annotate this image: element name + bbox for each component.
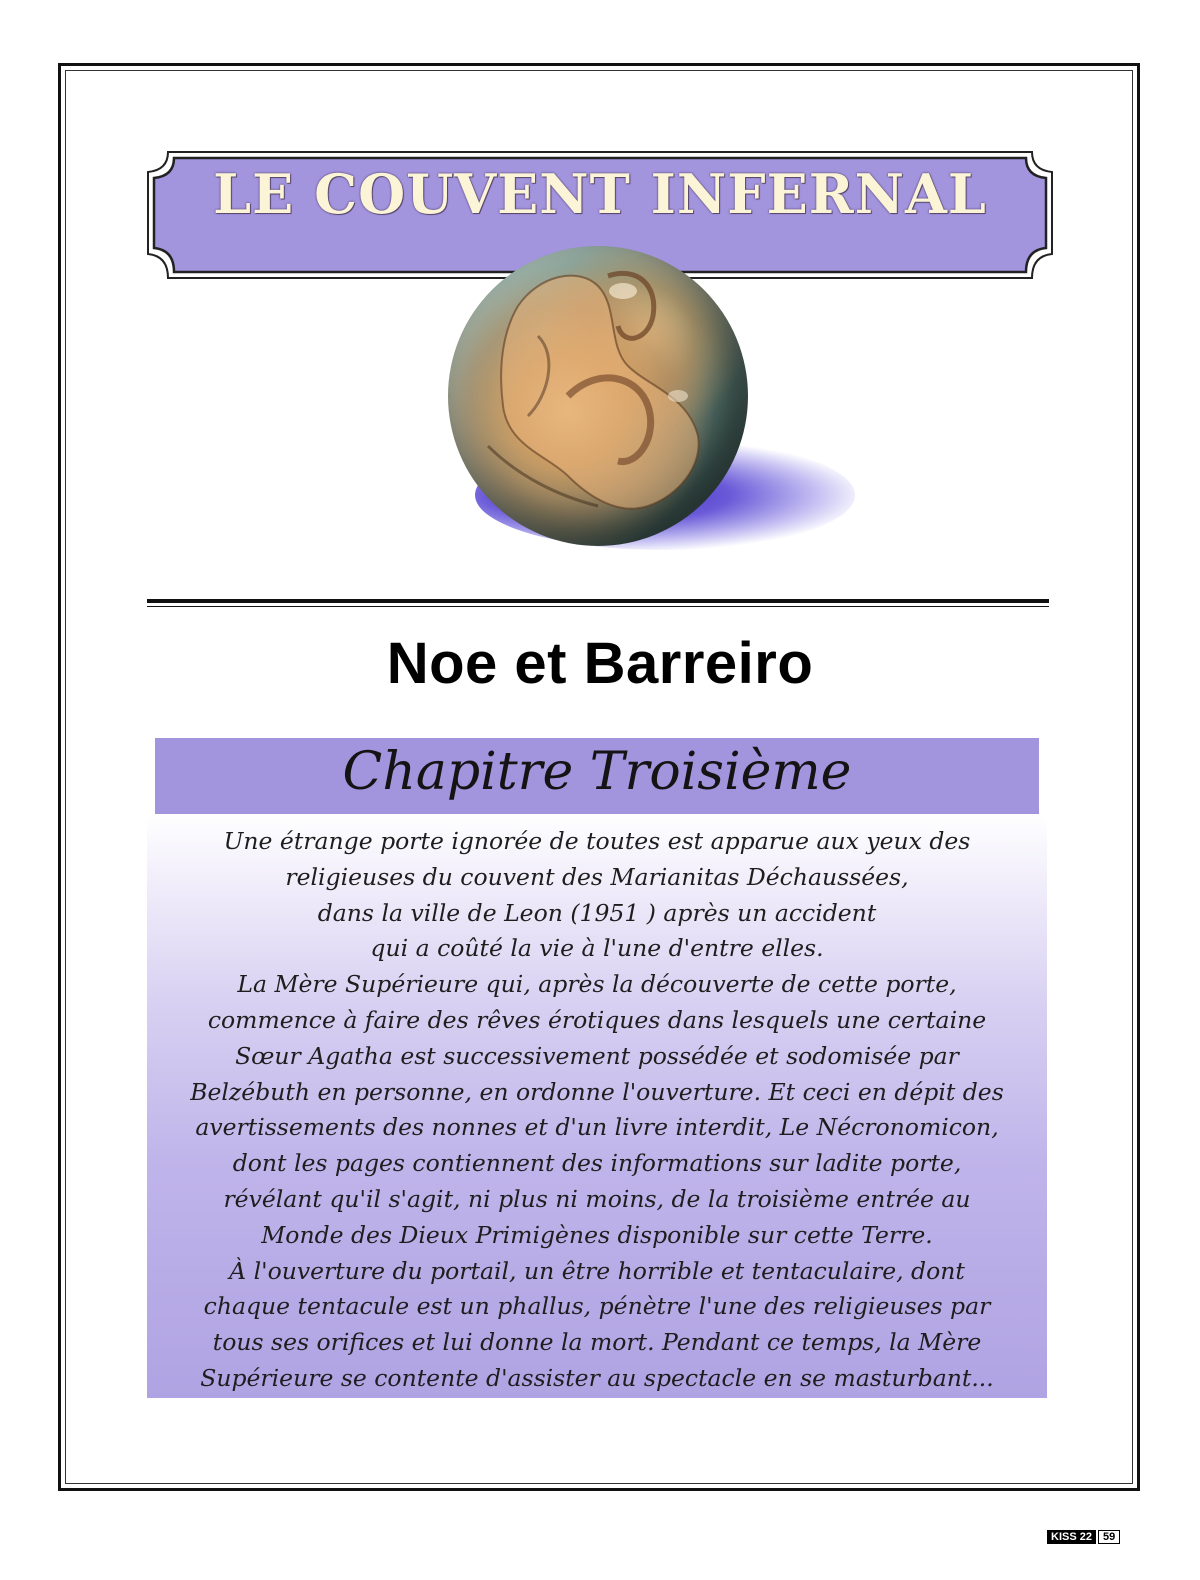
- synopsis-line: religieuses du couvent des Marianitas Déchaussées,: [285, 862, 909, 891]
- synopsis-line: chaque tentacule est un phallus, pénètre l'une des religieuses par: [203, 1292, 991, 1321]
- synopsis-line: qui a coûté la vie à l'une d'entre elles.: [370, 934, 824, 963]
- sphere-illustration: [400, 240, 860, 570]
- synopsis-line: dans la ville de Leon (1951 ) après un accident: [317, 898, 877, 927]
- chapter-title: Chapitre Troisième: [342, 742, 852, 802]
- synopsis-line: À l'ouverture du portail, un être horrible et tentaculaire, dont: [229, 1256, 965, 1285]
- folio-magazine: KISS 22: [1047, 1530, 1096, 1544]
- synopsis-line: avertissements des nonnes et d'un livre interdit, Le Nécronomicon,: [195, 1113, 999, 1142]
- page-folio: [1047, 1530, 1120, 1544]
- synopsis-line: tous ses orifices et lui donne la mort. Pendant ce temps, la Mère: [212, 1328, 982, 1357]
- synopsis-line: La Mère Supérieure qui, après la découverte de cette porte,: [237, 970, 957, 999]
- synopsis-line: Une étrange porte ignorée de toutes est apparue aux yeux des: [223, 827, 971, 855]
- synopsis-line: Supérieure se contente d'assister au spectacle en se masturbant...: [200, 1363, 994, 1392]
- folio-page-number: 59: [1098, 1530, 1120, 1544]
- synopsis-text: [147, 824, 1047, 1397]
- authors-heading: Noe et Barreiro: [386, 631, 814, 696]
- synopsis-line: dont les pages contiennent des informations sur ladite porte,: [232, 1149, 962, 1178]
- synopsis-line: Sœur Agatha est successivement possédée et sodomisée par: [235, 1041, 959, 1070]
- synopsis-line: commence à faire des rêves érotiques dans lesquels une certaine: [207, 1005, 987, 1034]
- synopsis-box: [147, 814, 1047, 1398]
- divider-rule-thin: [147, 606, 1049, 607]
- divider-rule: [147, 599, 1049, 603]
- chapter-band: [155, 738, 1039, 814]
- illustrated-sphere: [448, 246, 748, 546]
- sphere-artwork: [448, 246, 748, 546]
- synopsis-line: révélant qu'il s'agit, ni plus ni moins, de la troisième entrée au: [223, 1184, 971, 1213]
- synopsis-line: Belzébuth en personne, en ordonne l'ouverture. Et ceci en dépit des: [190, 1077, 1004, 1106]
- banner-title: LE COUVENT INFERNAL: [213, 162, 987, 226]
- synopsis-line: Monde des Dieux Primigènes disponible sur cette Terre.: [261, 1220, 933, 1249]
